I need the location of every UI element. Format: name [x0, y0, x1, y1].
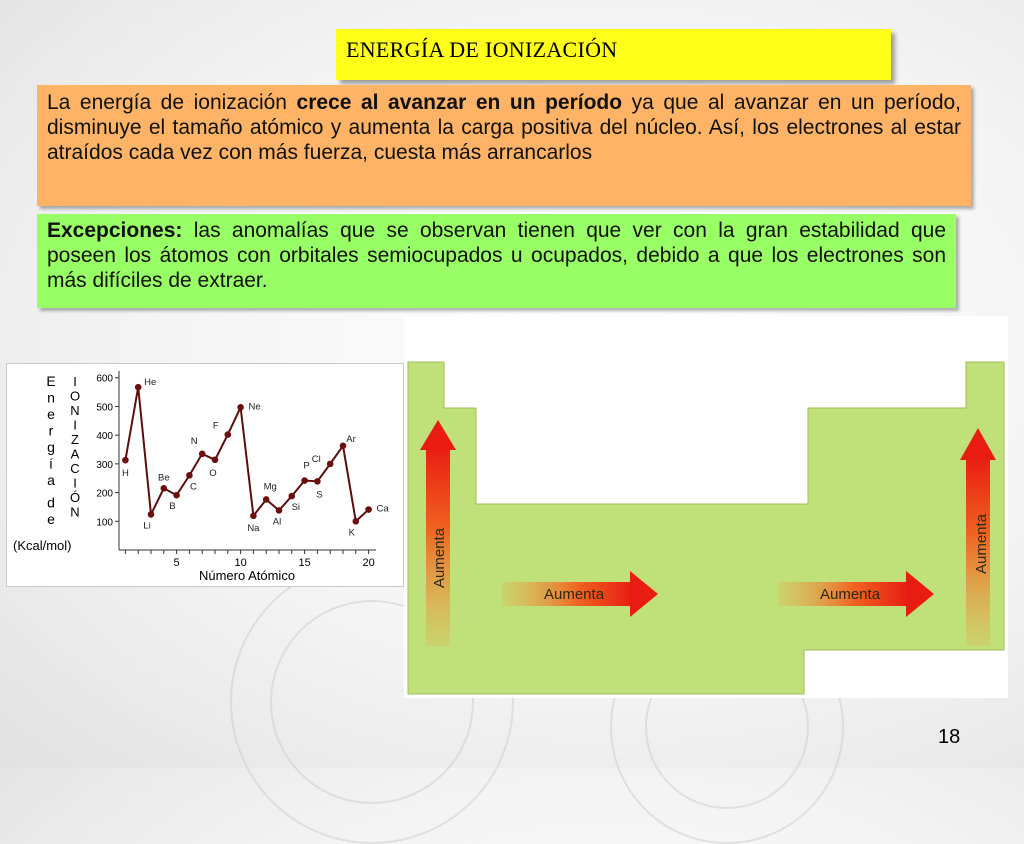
data-point	[148, 511, 155, 518]
y-axis-label-letter: N	[70, 403, 80, 418]
data-point	[135, 384, 142, 391]
data-point	[301, 477, 308, 484]
y-axis-label-letter: n	[47, 389, 55, 406]
y-axis-label-vertical	[70, 374, 80, 520]
y-axis-label-letter: I	[73, 374, 77, 389]
element-label: Si	[291, 502, 301, 514]
y-axis-unit: (Kcal/mol)	[13, 538, 72, 553]
y-axis-label-letter: Ó	[69, 490, 81, 505]
arrow-label: Aumenta	[544, 586, 605, 603]
element-label: S	[316, 489, 323, 501]
y-axis-label-letter: Z	[71, 432, 79, 447]
y-axis-label-letter: e	[47, 511, 55, 527]
data-point	[237, 404, 244, 411]
paragraph-text: ya que al avanzar en un período, disminuye el tamaño atómico y aumenta la carga positiva del núcleo. Así, los electrones al estar atraídos cada vez con más fuerza, cuesta más arrancarlos	[47, 91, 962, 164]
element-label: Ar	[346, 433, 356, 445]
data-point	[186, 472, 193, 479]
data-point	[225, 431, 232, 438]
y-tick-label: 400	[96, 431, 113, 443]
element-label: Mg	[263, 481, 277, 493]
data-point	[263, 496, 270, 503]
data-point	[276, 507, 283, 514]
y-axis-label	[46, 373, 55, 527]
element-label: F	[212, 420, 219, 432]
y-axis-label-letter: I	[73, 475, 77, 491]
y-axis-label-letter: d	[47, 494, 55, 511]
y-axis-label-letter: O	[69, 388, 81, 404]
data-point	[161, 485, 168, 492]
exceptions-body: las anomalías que se observan tienen que ver con la gran estabilidad que poseen los átomos con orbitales semiocupados u ocupados, debido a que los electrones son más difíciles de extraer.	[47, 219, 946, 292]
paragraph-bold-text: crece al avanzar en un período	[296, 91, 623, 114]
x-tick-label: 15	[298, 557, 311, 569]
periodic-trend-diagram	[404, 316, 1008, 698]
data-point	[327, 461, 334, 468]
y-axis-label-letter: N	[70, 504, 80, 520]
y-axis-label-letter: í	[49, 455, 53, 472]
data-point	[250, 513, 257, 520]
exceptions-text	[37, 214, 956, 308]
data-point	[289, 493, 296, 500]
element-label: B	[169, 501, 176, 513]
arrow-label: Aumenta	[820, 586, 881, 603]
page-number: 18	[938, 726, 961, 748]
data-point	[173, 492, 180, 499]
element-label: H	[121, 468, 129, 480]
element-label: K	[348, 527, 355, 539]
y-axis-label-letter: r	[48, 422, 54, 439]
data-point	[212, 457, 219, 464]
y-ticks	[96, 374, 119, 529]
element-label: He	[144, 377, 157, 389]
y-axis-label-letter: C	[70, 461, 80, 476]
x-ticks	[125, 550, 374, 569]
element-label: Al	[272, 516, 282, 528]
ionization-series-line	[125, 387, 368, 521]
y-tick-label: 100	[96, 517, 113, 529]
slide-title: ENERGÍA DE IONIZACIÓN	[336, 29, 891, 80]
arrow-label: Aumenta	[973, 513, 990, 574]
element-label: Ne	[248, 401, 261, 413]
element-label: Li	[143, 520, 151, 532]
y-axis-label-letter: g	[47, 439, 55, 455]
paragraph-text: La energía de ionización	[47, 91, 297, 114]
element-label: Be	[157, 472, 170, 484]
y-axis-label-letter: a	[47, 472, 55, 488]
element-label: C	[189, 481, 197, 493]
element-label: Ca	[376, 503, 389, 515]
x-tick-label: 20	[362, 557, 375, 569]
x-tick-label: 5	[173, 557, 180, 569]
ionization-energy-chart	[6, 363, 404, 587]
element-label: Na	[247, 522, 260, 534]
chart-svg	[7, 364, 403, 586]
data-point	[314, 478, 321, 485]
element-label: O	[209, 467, 217, 479]
y-axis-label-letter: A	[70, 446, 80, 462]
y-axis-label-letter: e	[47, 406, 55, 422]
element-label: N	[190, 435, 198, 447]
y-axis-label-letter: I	[73, 417, 77, 433]
data-point	[122, 457, 129, 464]
data-point	[365, 506, 372, 513]
data-point	[199, 451, 206, 458]
arrow-label: Aumenta	[431, 527, 448, 588]
y-tick-label: 600	[96, 373, 113, 385]
element-label: P	[303, 460, 310, 472]
data-point	[353, 518, 360, 525]
y-axis-label-letter: E	[46, 373, 56, 389]
x-tick-label: 10	[234, 557, 247, 569]
exceptions-heading: Excepciones:	[47, 219, 183, 242]
ionization-trend-text	[37, 85, 971, 206]
x-axis-label: Número Atómico	[198, 568, 296, 583]
y-tick-label: 200	[96, 488, 113, 500]
element-label: Cl	[311, 453, 321, 465]
y-tick-label: 500	[96, 402, 113, 414]
y-tick-label: 300	[96, 459, 113, 471]
